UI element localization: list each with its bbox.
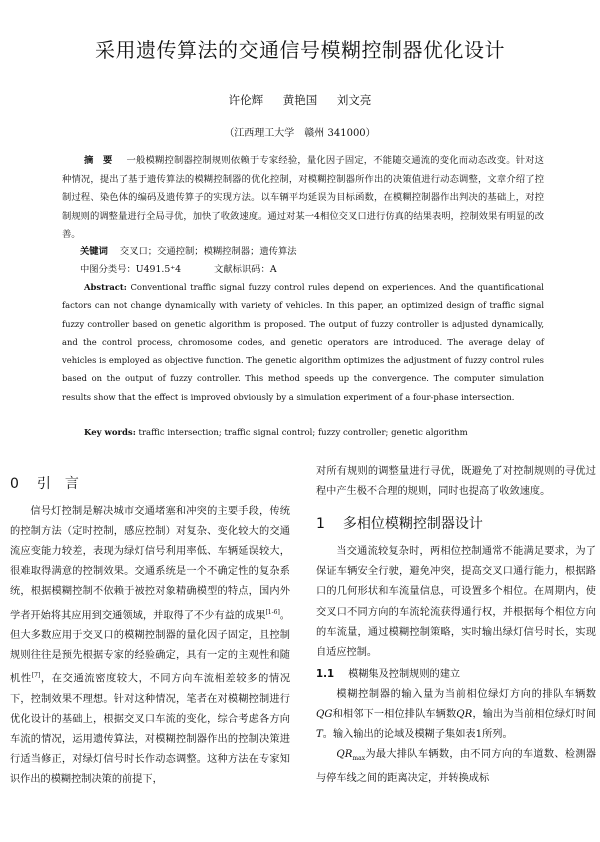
abstract-cn-text: 一般模糊控制器控制规则依赖于专家经验，量化因子固定，不能随交通流的变化而动态改变。针对这种情况，提出了基于遗传算法的模糊控制器的优化控制，对模糊控制器所作出的决策值进行动态调整，文章介绍了控制过程、染色体的编码及遗传算子的实现方法。以车辆平均延误为目标函数，在模糊控制器作出判决的基础上，对控制规则的调整量进行全局寻优，加快了收敛速度。通过对某一4相位交叉口进行仿真的结果表明，控制效果有明显的改善。	[62, 155, 544, 241]
abstract-en	[62, 278, 544, 406]
paragraph-continued: 对所有规则的调整量进行寻优，既避免了对控制规则的寻优过程中产生极不合理的规则，同时也提高了收敛速度。	[316, 466, 596, 498]
math-symbol: T	[316, 729, 323, 741]
section-title: 多相位模糊控制器设计	[342, 516, 483, 533]
subsection-title: 模糊集及控制规则的建立	[348, 668, 461, 680]
keywords-cn-label: 关键词	[80, 246, 108, 257]
paragraph	[316, 685, 596, 745]
subsection-heading	[316, 665, 596, 685]
text-run: 和相邻下一相位排队车辆数	[332, 709, 457, 721]
abstract-en-text: Conventional traffic signal fuzzy control rules depend on experiences. And the quantificational factors can not change dynamically with variety of vehicles. In this paper, an optimized design of traffic signal fuzzy controller based on genetic algorithm is proposed. The output of fuzzy controller is adjusted dynamically, and the control process, chromosome codes, and genetic operators are introduced. The average delay of vehicles is employed as objective function. The genetic algorithm optimizes the adjustment of fuzzy control rules based on the output of fuzzy controller. This method speeds up the convergence. The computer simulation results show that the effect is improved obviously by a simulation experiment of a four-phase intersection.	[62, 282, 544, 402]
text-run: 为最大排队车辆数，由不同方向的车道数、检测器与停车线之间的距离决定，并转换成标	[316, 749, 596, 785]
author-list	[0, 92, 600, 108]
affiliation: （江西理工大学 赣州 341000）	[224, 128, 376, 139]
abstract-en-label: Abstract:	[84, 282, 127, 292]
citation: [7]	[31, 672, 41, 680]
math-subscript: max	[352, 755, 366, 763]
keywords-cn	[80, 243, 550, 257]
section-number: 1	[316, 516, 325, 533]
doc-code-value: A	[269, 264, 277, 275]
section-heading-0	[10, 474, 290, 494]
paper-title: 采用遗传算法的交通信号模糊控制器优化设计	[95, 38, 505, 62]
text-run: ，输出为当前相位绿灯时间	[472, 709, 597, 721]
text-run: 。输入输出的论域及模糊子集如表1所列。	[322, 729, 513, 741]
author-name: 刘文亮	[336, 93, 372, 107]
paragraph: 当交通流较复杂时，两相位控制通常不能满足要求，为了保证车辆安全行驶，避免冲突，提高交叉口通行能力，根据路口的几何形状和车流量信息，可设置多个相位。在周期内，使交叉口不同方向的车流轮流获得通行权，并根据每个相位方向的车流量，通过模糊控制策略，实时输出绿灯信号时长，实现自适应控制。	[316, 546, 596, 658]
text-run: 模糊控制器的输入量为当前相位绿灯方向的排队车辆数	[336, 688, 596, 700]
author-name: 黄艳国	[282, 93, 318, 107]
clc-value: U491.5⁺4	[135, 264, 182, 275]
right-column	[316, 462, 596, 789]
text-run: 。但大多数应用于交叉口的模糊控制器的量化因子固定，且控制规则往往是预先根据专家的经验确定，具有一定的主观性和随机性	[10, 609, 290, 685]
paragraph	[316, 745, 596, 789]
classification	[80, 261, 550, 275]
keywords-cn-text: 交叉口；交通控制；模糊控制器；遗传算法	[119, 246, 297, 257]
clc-label: 中图分类号：	[80, 264, 136, 275]
text-run: 信号灯控制是解决城市交通堵塞和冲突的主要手段，传统的控制方法（定时控制，感应控制）对复杂、变化较大的交通流应变能力较差，表现为绿灯信号利用率低、车辆延误较大，很难取得满意的控制效果。交通系统是一个不确定性的复杂系统，根据模糊控制不依赖于被控对象精确模型的特点，国内外学者开始将其应用到交通领域，并取得了不少有益的成果	[10, 506, 290, 621]
abstract-cn	[62, 152, 544, 245]
left-column	[10, 470, 290, 790]
text-run: ，在交通流密度较大，不同方向车流相差较多的情况下，控制效果不理想。针对这种情况，笔者在对模糊控制进行优化设计的基础上，根据交叉口车流的变化，综合考虑各方向车流的情况，运用遗传算法，对模糊控制器作出的控制决策进行适当修正，对绿灯信号时长作动态调整。这种方法在专家知识作出的模糊控制决策的前提下，	[10, 673, 291, 786]
keywords-en-text: traffic intersection; traffic signal control; fuzzy controller; genetic algorithm	[138, 428, 468, 438]
keywords-en-label: Key words:	[84, 428, 136, 438]
section-title: 引 言	[36, 476, 79, 492]
section-heading-1	[316, 514, 596, 534]
math-symbol: QG	[316, 709, 333, 721]
author-name: 许伦辉	[228, 93, 264, 107]
math-symbol: QR	[456, 709, 473, 721]
doc-code-label: 文献标识码：	[214, 264, 270, 275]
section-number: 0	[10, 476, 19, 492]
math-symbol: QR	[336, 749, 353, 761]
paragraph	[10, 502, 290, 790]
abstract-cn-label: 摘 要	[84, 155, 113, 166]
citation: [1-6]	[265, 608, 280, 616]
keywords-en	[84, 428, 554, 438]
subsection-number: 1.1	[316, 668, 335, 680]
